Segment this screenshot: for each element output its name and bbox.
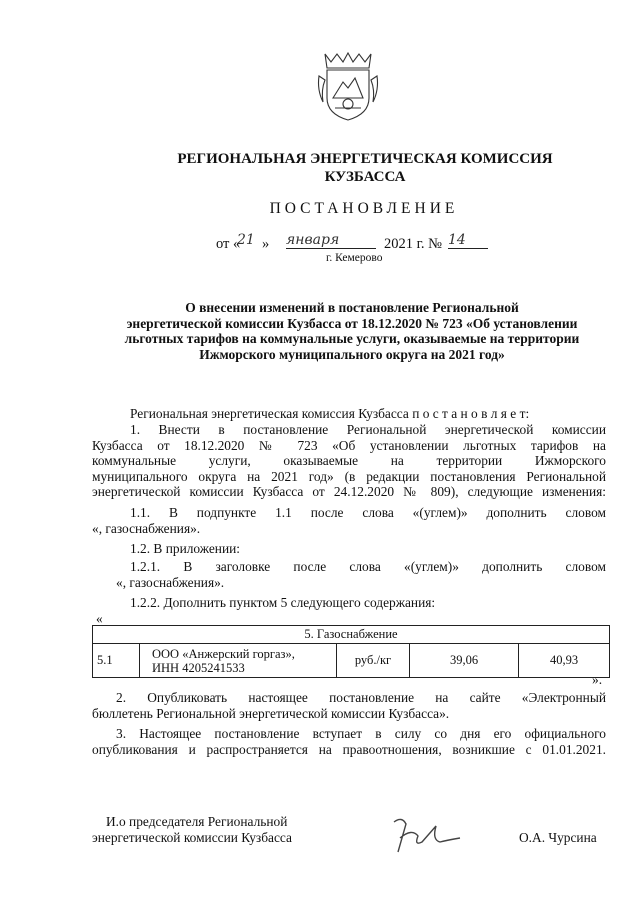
paragraph-line: коммунальные услуги, оказываемые на территории Ижморского xyxy=(92,453,606,469)
title-line: О внесении изменений в постановление Региональной xyxy=(185,300,519,315)
document-number: 14 xyxy=(448,232,488,249)
date-year: 2021 г. № xyxy=(384,236,443,252)
document-type: ПОСТАНОВЛЕНИЕ xyxy=(269,200,459,217)
paragraph-line: «, газоснабжения». xyxy=(116,574,225,590)
paragraph-1-1 xyxy=(92,505,606,536)
date-line xyxy=(216,232,486,254)
row-organization xyxy=(140,644,337,678)
table-section-title: 5. Газоснабжение xyxy=(93,626,610,644)
row-unit: руб./кг xyxy=(337,644,410,678)
date-prefix: от « xyxy=(216,236,241,252)
date-day-close: » xyxy=(262,236,270,252)
title-line: энергетической комиссии Кузбасса от 18.12.2020 № 723 «Об установлении xyxy=(126,315,578,331)
paragraph-line: 1.1. В подпункте 1.1 после слова «(углем)» дополнить словом xyxy=(130,505,606,520)
paragraph-line: муниципального округа на 2021 год» (в редакции постановления Региональной xyxy=(92,468,606,484)
org-inn: ИНН 4205241533 xyxy=(152,660,245,675)
paragraph-line: опубликования и распространяется на правоотношения, возникшие с 01.01.2021. xyxy=(92,741,606,757)
organization-name xyxy=(0,150,640,186)
paragraph-1-2-1 xyxy=(92,559,606,590)
paragraph-line: 3. Настоящее постановление вступает в силу со дня его официального xyxy=(116,726,606,741)
date-month: января xyxy=(286,232,376,249)
paragraph-line: бюллетень Региональной энергетической комиссии Кузбасса». xyxy=(92,705,450,721)
paragraph-line: энергетической комиссии Кузбасса от 24.12.2020 № 809), следующие изменения: xyxy=(92,484,606,500)
paragraph-1 xyxy=(92,422,606,500)
tariff-table xyxy=(92,625,610,678)
date-day: 21 xyxy=(237,232,255,248)
paragraph-2 xyxy=(92,690,606,721)
position-line: энергетической комиссии Кузбасса xyxy=(92,829,292,845)
paragraph-1-2: 1.2. В приложении: xyxy=(130,541,241,556)
paragraph-line: 1.2.1. В заголовке после слова «(углем)» дополнить словом xyxy=(130,559,606,574)
org-line-2: КУЗБАССА xyxy=(324,169,406,185)
table-section-row xyxy=(93,626,610,644)
title-line: Ижморского муниципального округа на 2021 год» xyxy=(199,346,505,362)
paragraph-line: «, газоснабжения». xyxy=(92,520,201,536)
intro-paragraph: Региональная энергетическая комиссия Кузбасса п о с т а н о в л я е т: xyxy=(130,406,530,421)
org-line-1: РЕГИОНАЛЬНАЯ ЭНЕРГЕТИЧЕСКАЯ КОМИССИЯ xyxy=(177,151,553,167)
quote-close: ». xyxy=(592,672,603,687)
signatory-position xyxy=(92,814,292,845)
row-value-1: 39,06 xyxy=(410,644,519,678)
paragraph-1-2-2: 1.2.2. Дополнить пунктом 5 следующего содержания: xyxy=(130,595,436,610)
title-line: льготных тарифов на коммунальные услуги, оказываемые на территории xyxy=(124,331,580,347)
paragraph-line: Кузбасса от 18.12.2020 № 723 «Об установлении льготных тарифов на xyxy=(92,437,606,453)
coat-of-arms-emblem xyxy=(315,50,381,122)
signatory-name: О.А. Чурсина xyxy=(519,830,597,845)
document-title xyxy=(92,300,612,362)
position-line: И.о председателя Региональной xyxy=(106,814,288,829)
paragraph-3 xyxy=(92,726,606,757)
paragraph-line: 1. Внести в постановление Региональной энергетической комиссии xyxy=(130,422,606,437)
row-value-2: 40,93 xyxy=(519,644,610,678)
org-name: ООО «Анжерский горгаз», xyxy=(152,646,295,661)
quote-open: « xyxy=(96,611,103,626)
paragraph-line: 2. Опубликовать настоящее постановление на сайте «Электронный xyxy=(116,690,606,705)
handwritten-signature xyxy=(388,812,468,858)
row-number: 5.1 xyxy=(93,644,140,678)
city: г. Кемерово xyxy=(326,252,383,264)
table-row xyxy=(93,644,610,678)
